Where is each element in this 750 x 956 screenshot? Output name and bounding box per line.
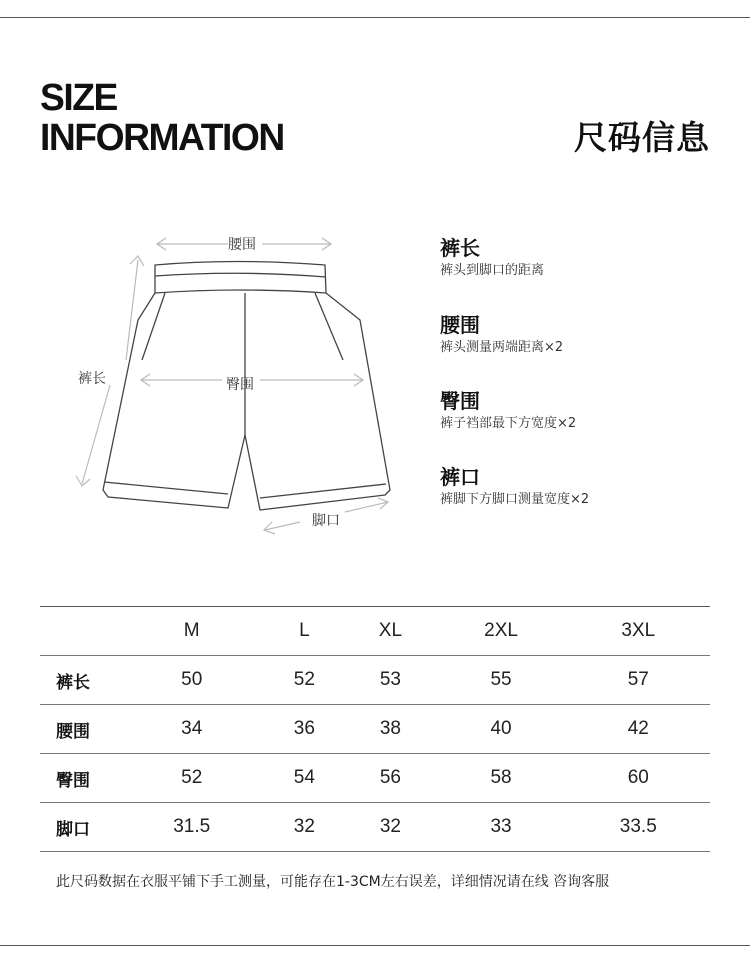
column-header: 2XL — [435, 607, 566, 656]
table-cell: 36 — [263, 705, 345, 754]
bottom-divider — [0, 945, 750, 946]
table-cell: 34 — [120, 705, 263, 754]
table-cell: 60 — [567, 754, 710, 803]
table-cell: 58 — [435, 754, 566, 803]
table-cell: 33 — [435, 803, 566, 852]
legend-leg-opening — [440, 465, 730, 509]
table-row — [40, 705, 710, 754]
table-cell: 33.5 — [567, 803, 710, 852]
table-row — [40, 656, 710, 705]
column-header: 3XL — [567, 607, 710, 656]
legend-desc: 裤头测量两端距离×2 — [440, 340, 564, 355]
table-cell: 54 — [263, 754, 345, 803]
row-label: 腰围 — [40, 705, 120, 754]
legend-hip — [440, 389, 730, 433]
title-english-line2: INFORMATION — [40, 117, 284, 159]
legend-length — [440, 236, 730, 280]
title-chinese: 尺码信息 — [574, 118, 710, 157]
legend-term: 臀围 — [440, 389, 480, 413]
table-cell: 52 — [120, 754, 263, 803]
row-label: 脚口 — [40, 803, 120, 852]
legend-term: 裤长 — [440, 236, 480, 260]
diagram-label-leg-opening: 脚口 — [312, 513, 340, 529]
table-cell: 57 — [567, 656, 710, 705]
legend-desc: 裤子裆部最下方宽度×2 — [440, 416, 577, 431]
diagram-label-waist: 腰围 — [228, 237, 256, 253]
table-cell: 32 — [263, 803, 345, 852]
size-table — [40, 606, 710, 852]
legend-term: 腰围 — [440, 313, 480, 337]
table-cell: 40 — [435, 705, 566, 754]
title-english — [40, 78, 284, 158]
column-header: M — [120, 607, 263, 656]
legend-term: 裤口 — [440, 465, 480, 489]
column-header: L — [263, 607, 345, 656]
table-cell: 32 — [345, 803, 435, 852]
shorts-diagram — [60, 200, 410, 545]
table-cell: 55 — [435, 656, 566, 705]
table-cell: 31.5 — [120, 803, 263, 852]
table-corner — [40, 607, 120, 656]
measurement-note: 此尺码数据在衣服平铺下手工测量，可能存在1-3CM左右误差，详细情况请在线 咨询客服 — [56, 874, 610, 890]
table-cell: 52 — [263, 656, 345, 705]
table-cell: 38 — [345, 705, 435, 754]
row-label: 裤长 — [40, 656, 120, 705]
table-cell: 56 — [345, 754, 435, 803]
table-cell: 53 — [345, 656, 435, 705]
legend-desc: 裤头到脚口的距离 — [440, 263, 545, 278]
table-row — [40, 754, 710, 803]
column-header: XL — [345, 607, 435, 656]
table-cell: 50 — [120, 656, 263, 705]
diagram-label-hip: 臀围 — [226, 377, 254, 393]
legend-desc: 裤脚下方脚口测量宽度×2 — [440, 492, 590, 507]
top-divider — [0, 17, 750, 18]
table-cell: 42 — [567, 705, 710, 754]
legend-waist — [440, 313, 730, 357]
row-label: 臀围 — [40, 754, 120, 803]
diagram-label-length: 裤长 — [78, 371, 106, 387]
table-header-row — [40, 607, 710, 656]
title-english-line1: SIZE — [40, 77, 117, 119]
table-row — [40, 803, 710, 852]
